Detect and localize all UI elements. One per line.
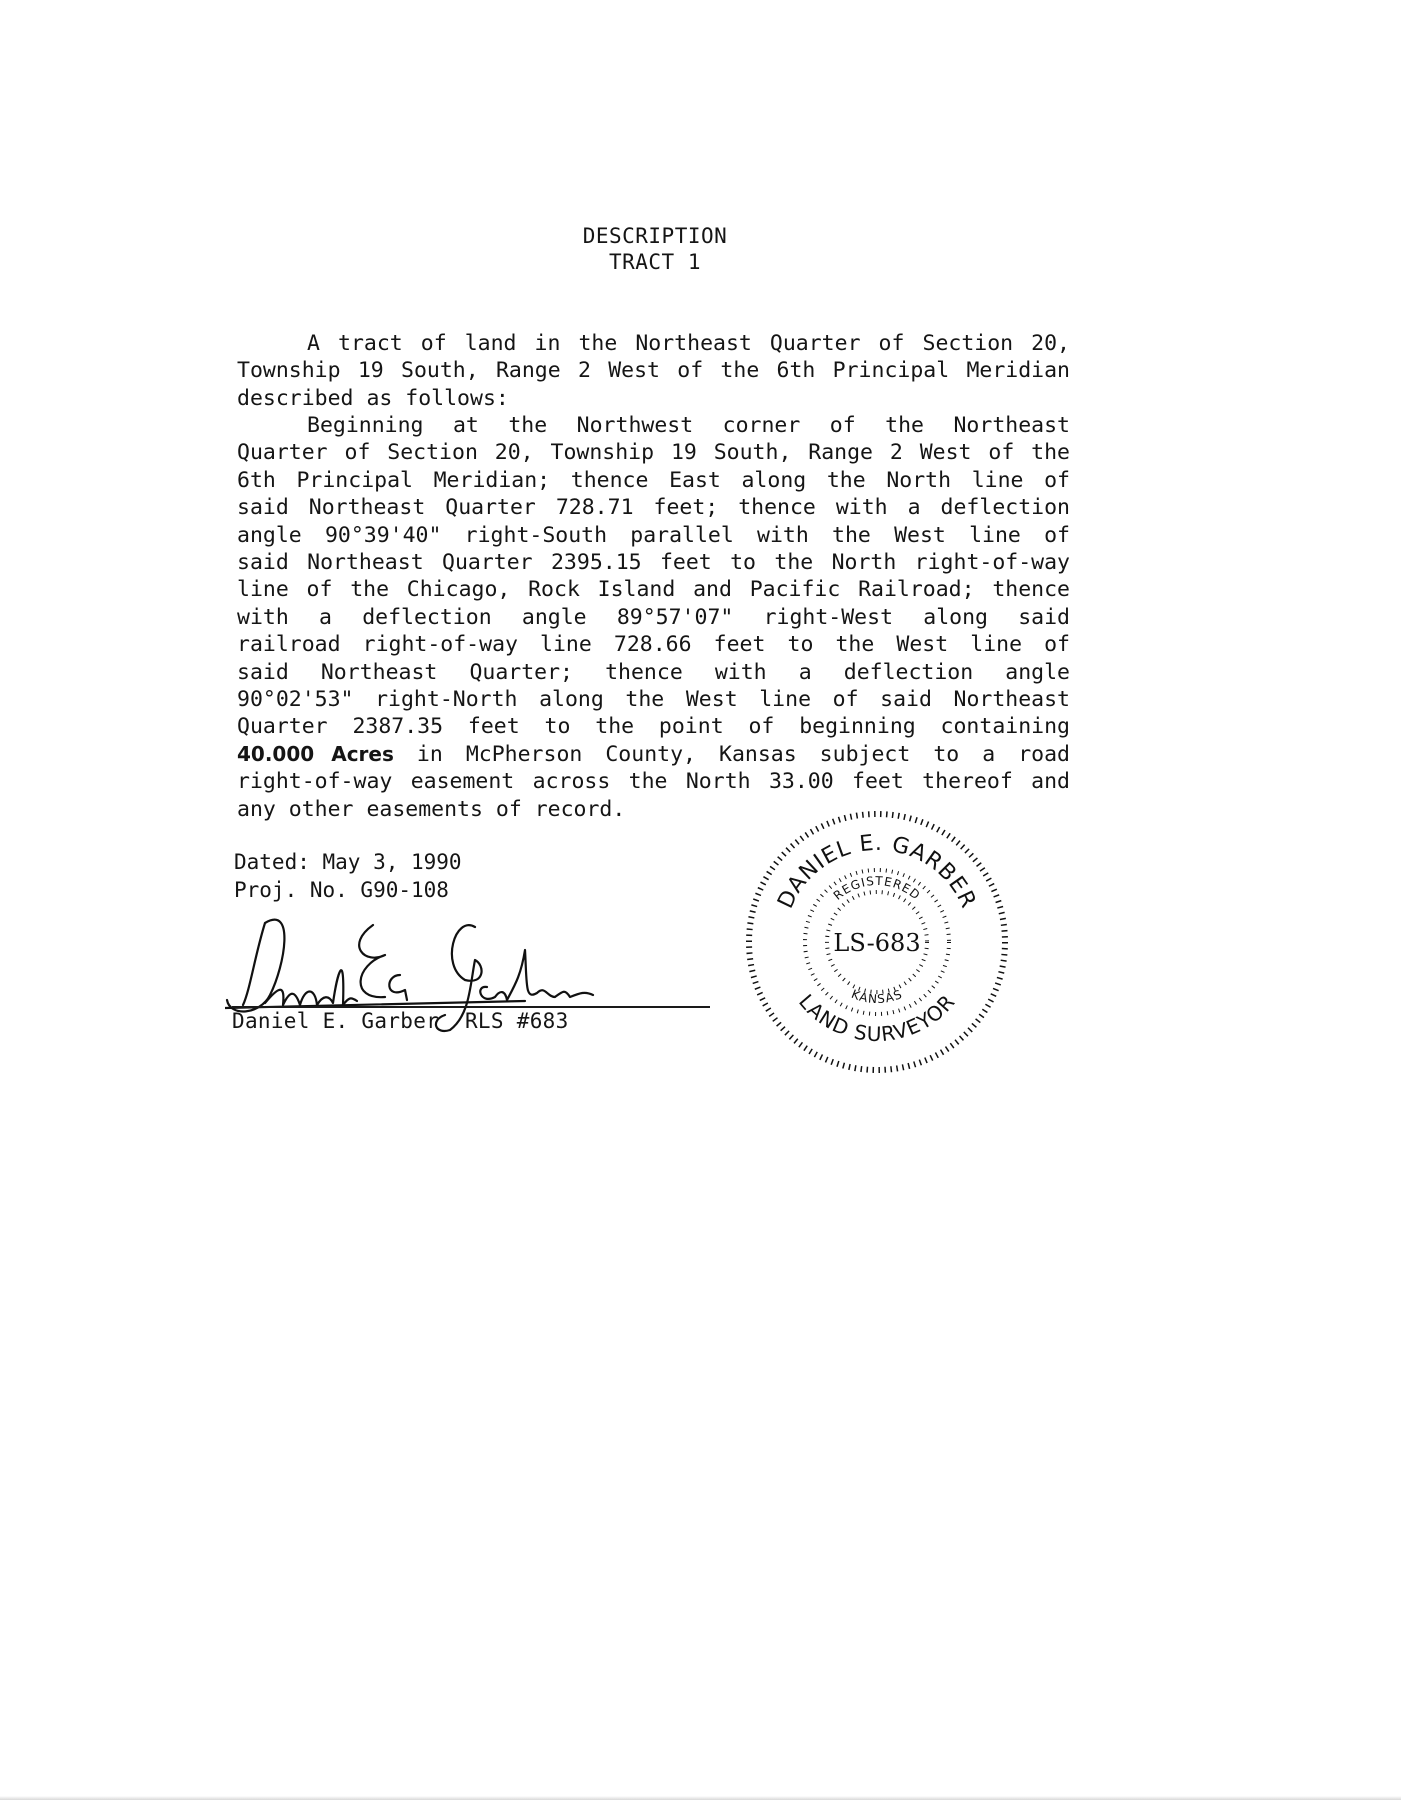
intro-line: Township 19 South, Range 2 West of the 6th Principal Meridian [237, 358, 1070, 384]
description-line: railroad right-of-way line 728.66 feet to the West line of [237, 632, 1070, 658]
description-line: right-of-way easement across the North 33.00 feet thereof and [237, 769, 1070, 795]
description-line: 90°02'53" right-North along the West line of said Northeast [237, 687, 1070, 713]
description-line: with a deflection angle 89°57'07" right-West along said [237, 604, 1070, 630]
description-line: said Northeast Quarter; thence with a deflection angle [237, 659, 1070, 685]
scan-edge [0, 1796, 1401, 1800]
description-line: 6th Principal Meridian; thence East along the North line of [237, 467, 1070, 493]
description-line: line of the Chicago, Rock Island and Pacific Railroad; thence [237, 577, 1070, 603]
description-line: Beginning at the Northwest corner of the Northeast [307, 413, 1070, 438]
seal-license: LS-683 [833, 929, 921, 957]
seal-name: DANIEL E. GARBER [773, 830, 981, 913]
description-line-acres [237, 741, 1070, 768]
project-number: Proj. No. G90-108 [234, 878, 449, 902]
description-line: said Northeast Quarter 728.71 feet; thence with a deflection [237, 495, 1070, 521]
description-line: angle 90°39'40" right-South parallel with the West line of [237, 522, 1070, 548]
description-line: said Northeast Quarter 2395.15 feet to the North right-of-way [237, 550, 1070, 576]
document-title: DESCRIPTION [582, 224, 728, 248]
legal-description-paragraph [237, 412, 1070, 823]
dated-line: Dated: May 3, 1990 [234, 850, 462, 874]
description-line: any other easements of record. [237, 796, 626, 822]
intro-line: A tract of land in the Northeast Quarter of Section 20, [307, 331, 1070, 356]
seal-title: LAND SURVEYOR [794, 989, 960, 1047]
acreage: 40.000 Acres [237, 741, 394, 766]
intro-line: described as follows: [237, 385, 509, 411]
surveyor-seal-icon [740, 805, 1015, 1080]
acreage-context: in McPherson County, Kansas subject to a road [393, 741, 1070, 767]
signer-name: Daniel E. Garber RLS #683 [232, 1009, 569, 1033]
seal-state: KANSAS [849, 986, 905, 1007]
description-line: Quarter 2387.35 feet to the point of beginning containing [237, 714, 1070, 740]
seal-registered: REGISTERED [830, 873, 924, 903]
intro-paragraph [237, 330, 1070, 412]
description-line: Quarter of Section 20, Township 19 South, Range 2 West of the [237, 440, 1070, 466]
document-subtitle: TRACT 1 [608, 250, 701, 274]
